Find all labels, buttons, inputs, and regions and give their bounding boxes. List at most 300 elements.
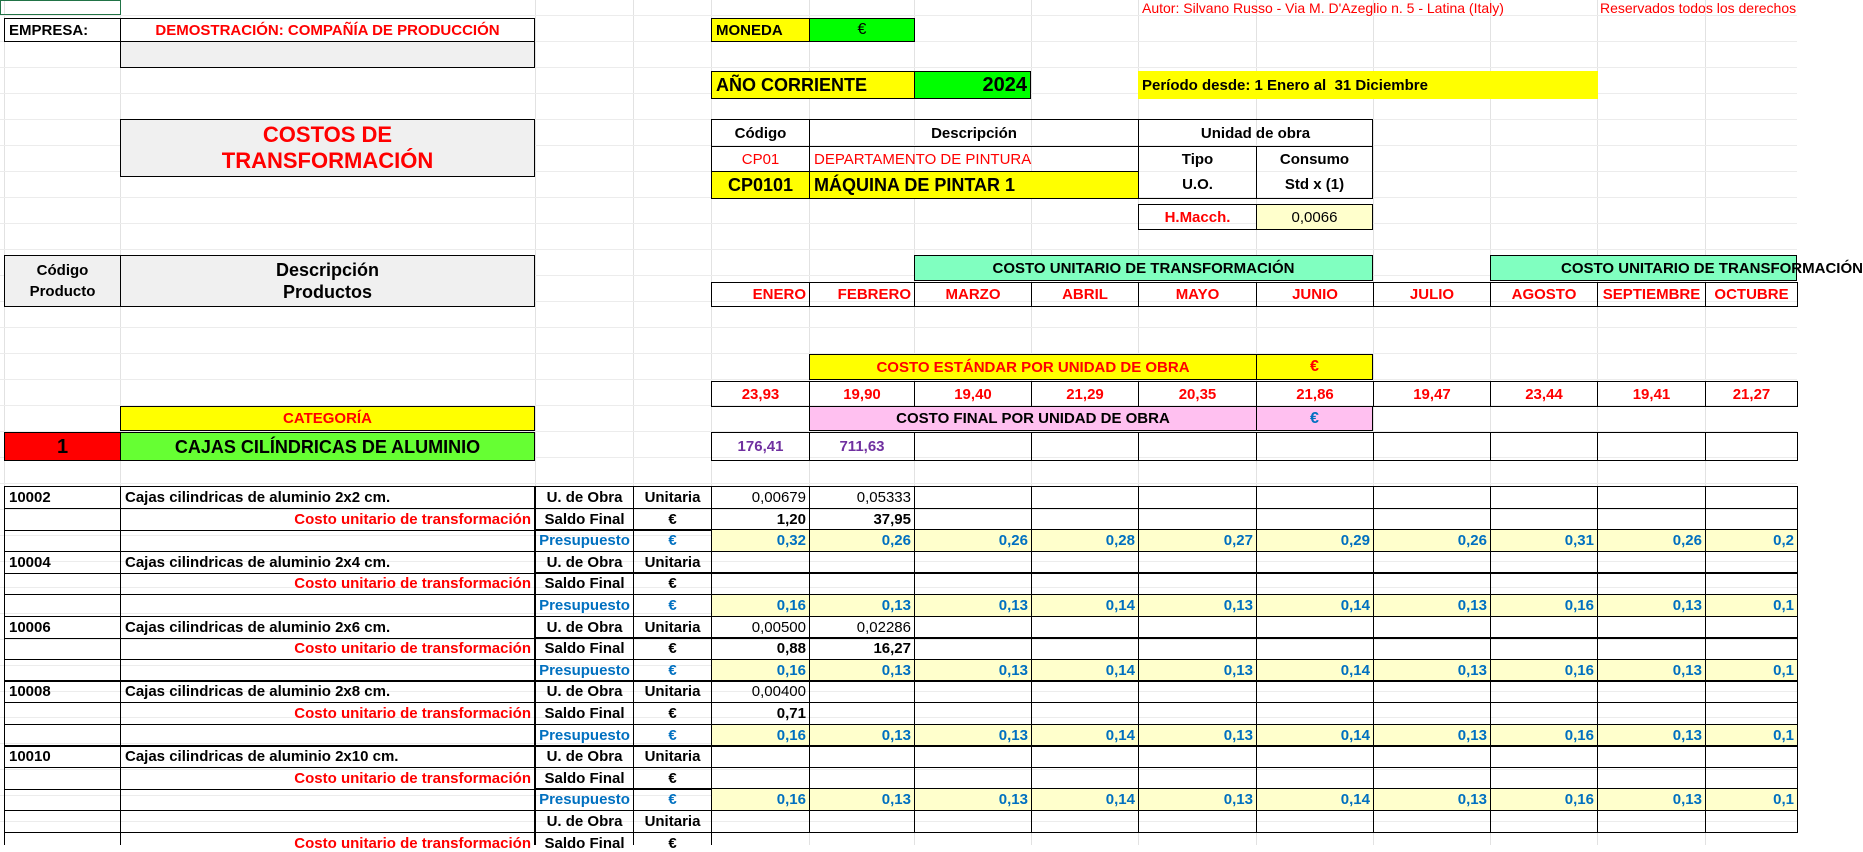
dept-code-header: Código: [711, 119, 810, 147]
uo-value[interactable]: [1031, 551, 1139, 574]
product-desc-header-line1: Descripción: [275, 260, 380, 280]
final-cost-value[interactable]: [1490, 432, 1598, 461]
budget-currency: €: [633, 594, 712, 617]
saldo-value[interactable]: [914, 572, 1032, 595]
cost-banner-2: COSTO UNITARIO DE TRANSFORMACIÓN: [1490, 255, 1797, 281]
product-name-spacer: [120, 659, 535, 682]
machine-code[interactable]: CP0101: [711, 171, 810, 199]
final-cost-currency: €: [1256, 406, 1373, 431]
budget-label: Presupuesto: [535, 594, 634, 617]
uo-label: U. de Obra: [535, 551, 634, 574]
unit-header: Unidad de obra: [1138, 119, 1373, 147]
budget-value[interactable]: 0,13: [809, 659, 915, 682]
budget-label: Presupuesto: [535, 788, 634, 811]
budget-value[interactable]: 0,26: [914, 529, 1032, 552]
budget-value[interactable]: 0,14: [1031, 659, 1139, 682]
saldo-label: Saldo Final: [535, 508, 634, 531]
budget-value[interactable]: 0,16: [1490, 788, 1598, 811]
budget-value[interactable]: 0,13: [809, 594, 915, 617]
machine-name[interactable]: MÁQUINA DE PINTAR 1: [809, 171, 1139, 199]
cost-label: Costo unitario de transformación: [120, 767, 535, 790]
uo-value[interactable]: [809, 680, 915, 703]
saldo-value[interactable]: [1373, 637, 1491, 660]
uo-value[interactable]: [1705, 486, 1798, 509]
period-bar: [1138, 71, 1598, 99]
saldo-currency: €: [633, 572, 712, 595]
unitaria-label: Unitaria: [633, 745, 712, 768]
saldo-value[interactable]: [914, 637, 1032, 660]
budget-value[interactable]: 0,16: [711, 594, 810, 617]
uo-value[interactable]: [914, 680, 1032, 703]
product-code-spacer: [4, 572, 121, 595]
saldo-value[interactable]: [1490, 572, 1598, 595]
current-year-label: AÑO CORRIENTE: [711, 71, 915, 99]
saldo-value[interactable]: [1597, 767, 1706, 790]
uo-value[interactable]: 0,05333: [809, 486, 915, 509]
budget-value[interactable]: 0,13: [914, 659, 1032, 682]
standard-cost-value[interactable]: 19,90: [809, 381, 915, 407]
product-code[interactable]: 10002: [4, 486, 121, 509]
product-code-header: [4, 255, 121, 307]
final-cost-value[interactable]: 176,41: [711, 432, 810, 461]
saldo-value[interactable]: [1597, 508, 1706, 531]
saldo-value[interactable]: [1031, 572, 1139, 595]
budget-value[interactable]: 0,16: [711, 724, 810, 747]
saldo-value[interactable]: [1373, 508, 1491, 531]
uo-value[interactable]: [1373, 616, 1491, 639]
saldo-value[interactable]: [1138, 637, 1257, 660]
saldo-value[interactable]: [1490, 637, 1598, 660]
saldo-value[interactable]: [1256, 637, 1374, 660]
uo-value[interactable]: [1490, 486, 1598, 509]
budget-label: Presupuesto: [535, 659, 634, 682]
cost-banner-1: COSTO UNITARIO DE TRANSFORMACIÓN: [914, 255, 1373, 281]
saldo-currency: €: [633, 767, 712, 790]
unitaria-label: Unitaria: [633, 486, 712, 509]
company-name[interactable]: DEMOSTRACIÓN: COMPAÑÍA DE PRODUCCIÓN: [120, 18, 535, 42]
uo-value[interactable]: [1256, 810, 1374, 833]
uo-value[interactable]: [914, 486, 1032, 509]
product-name-spacer: [120, 788, 535, 811]
budget-value[interactable]: 0,13: [1373, 788, 1491, 811]
uo-value[interactable]: [1490, 745, 1598, 768]
uo-value[interactable]: [1373, 680, 1491, 703]
final-cost-value[interactable]: [1138, 432, 1257, 461]
saldo-value[interactable]: [1138, 767, 1257, 790]
uo-value[interactable]: [711, 810, 810, 833]
budget-currency: €: [633, 724, 712, 747]
uo-value[interactable]: [1373, 810, 1491, 833]
saldo-currency: €: [633, 832, 712, 845]
uo-value[interactable]: [1490, 680, 1598, 703]
saldo-value[interactable]: [1138, 702, 1257, 725]
uo-value[interactable]: [1256, 551, 1374, 574]
sheet-title: [120, 119, 535, 177]
budget-value[interactable]: 0,13: [1597, 788, 1706, 811]
product-code[interactable]: 10010: [4, 745, 121, 768]
uo-value[interactable]: [914, 810, 1032, 833]
budget-value[interactable]: 0,26: [809, 529, 915, 552]
budget-value[interactable]: 0,13: [914, 594, 1032, 617]
budget-value[interactable]: 0,16: [711, 788, 810, 811]
currency-value[interactable]: €: [809, 18, 915, 42]
unit-type-header: Tipo: [1138, 146, 1257, 172]
budget-value[interactable]: 0,13: [1138, 724, 1257, 747]
product-code-spacer: [4, 788, 121, 811]
saldo-value[interactable]: [1373, 702, 1491, 725]
product-desc-header-line2: Productos: [282, 282, 372, 302]
uo-value[interactable]: [1138, 680, 1257, 703]
uo-value[interactable]: [1705, 616, 1798, 639]
product-code-spacer: [4, 659, 121, 682]
final-cost-value[interactable]: [1705, 432, 1798, 461]
saldo-label: Saldo Final: [535, 767, 634, 790]
category-name[interactable]: CAJAS CILÍNDRICAS DE ALUMINIO: [120, 432, 535, 461]
product-code-spacer: [4, 810, 121, 833]
uo-value[interactable]: [1138, 810, 1257, 833]
saldo-value[interactable]: [809, 572, 915, 595]
saldo-value[interactable]: 0,88: [711, 637, 810, 660]
saldo-value[interactable]: [1490, 767, 1598, 790]
budget-value[interactable]: 0,13: [809, 788, 915, 811]
uo-value[interactable]: [1597, 810, 1706, 833]
uo-value[interactable]: [1256, 745, 1374, 768]
unit-type-value[interactable]: H.Macch.: [1138, 204, 1257, 230]
saldo-value[interactable]: [1031, 637, 1139, 660]
standard-cost-value[interactable]: 20,35: [1138, 381, 1257, 407]
saldo-value[interactable]: [1705, 508, 1798, 531]
budget-value[interactable]: 0,13: [1597, 659, 1706, 682]
budget-value[interactable]: 0,13: [1373, 594, 1491, 617]
product-code[interactable]: 10004: [4, 551, 121, 574]
budget-value[interactable]: 0,1: [1705, 724, 1798, 747]
uo-value[interactable]: 0,00400: [711, 680, 810, 703]
uo-value[interactable]: [1705, 810, 1798, 833]
unit-consumption-value[interactable]: 0,0066: [1256, 204, 1373, 230]
uo-value[interactable]: 0,00500: [711, 616, 810, 639]
budget-value[interactable]: 0,16: [1490, 659, 1598, 682]
saldo-value[interactable]: [1490, 702, 1598, 725]
budget-value[interactable]: 0,14: [1256, 724, 1374, 747]
uo-value[interactable]: 0,00679: [711, 486, 810, 509]
uo-value[interactable]: [1597, 551, 1706, 574]
uo-value[interactable]: [1138, 745, 1257, 768]
saldo-value[interactable]: [914, 702, 1032, 725]
product-name[interactable]: Cajas cilindricas de aluminio 2x10 cm.: [120, 745, 535, 768]
rights-notice: Reservados todos los derechos: [1600, 0, 1797, 16]
saldo-value[interactable]: [1705, 702, 1798, 725]
standard-cost-currency: €: [1256, 354, 1373, 380]
uo-value[interactable]: [1490, 551, 1598, 574]
uo-value[interactable]: [711, 551, 810, 574]
uo-value[interactable]: [1490, 810, 1598, 833]
uo-value[interactable]: [1031, 810, 1139, 833]
saldo-value[interactable]: [1373, 767, 1491, 790]
uo-value[interactable]: [1138, 551, 1257, 574]
product-name-spacer: [120, 529, 535, 552]
saldo-value[interactable]: [1031, 702, 1139, 725]
budget-value[interactable]: 0,13: [914, 788, 1032, 811]
budget-value[interactable]: 0,13: [1138, 594, 1257, 617]
uo-value[interactable]: [809, 745, 915, 768]
saldo-value[interactable]: [1256, 767, 1374, 790]
saldo-value[interactable]: [1256, 702, 1374, 725]
company-extra-field[interactable]: [120, 41, 535, 68]
uo-value[interactable]: [1138, 616, 1257, 639]
uo-value[interactable]: [914, 745, 1032, 768]
dept-code[interactable]: CP01: [711, 146, 810, 172]
saldo-label: Saldo Final: [535, 572, 634, 595]
unitaria-label: Unitaria: [633, 810, 712, 833]
saldo-value[interactable]: [914, 508, 1032, 531]
saldo-label: Saldo Final: [535, 832, 634, 845]
saldo-value[interactable]: [1705, 572, 1798, 595]
month-header-junio: JUNIO: [1256, 282, 1374, 307]
budget-value[interactable]: 0,16: [711, 659, 810, 682]
product-name[interactable]: Cajas cilindricas de aluminio 2x2 cm.: [120, 486, 535, 509]
saldo-value[interactable]: [1256, 508, 1374, 531]
sheet-title-line1: COSTOS DE: [262, 122, 393, 147]
uo-value[interactable]: [1031, 680, 1139, 703]
product-name[interactable]: Cajas cilindricas de aluminio 2x6 cm.: [120, 616, 535, 639]
budget-value[interactable]: 0,28: [1031, 529, 1139, 552]
budget-value[interactable]: 0,16: [1490, 594, 1598, 617]
month-header-octubre: OCTUBRE: [1705, 282, 1798, 307]
budget-value[interactable]: 0,14: [1256, 659, 1374, 682]
budget-value[interactable]: 0,32: [711, 529, 810, 552]
uo-value[interactable]: 0,02286: [809, 616, 915, 639]
product-name-spacer: [120, 594, 535, 617]
final-cost-value[interactable]: [1597, 432, 1706, 461]
saldo-value[interactable]: 1,20: [711, 508, 810, 531]
cost-label: Costo unitario de transformación: [120, 637, 535, 660]
uo-value[interactable]: [809, 551, 915, 574]
cost-label: Costo unitario de transformación: [120, 572, 535, 595]
period-to[interactable]: 31 Diciembre: [1334, 76, 1428, 94]
product-code-header-line1: Código: [36, 262, 89, 279]
standard-cost-value[interactable]: 21,29: [1031, 381, 1139, 407]
saldo-value[interactable]: [711, 572, 810, 595]
saldo-value[interactable]: [914, 767, 1032, 790]
uo-value[interactable]: [1031, 745, 1139, 768]
category-label: CATEGORÍA: [120, 406, 535, 431]
product-code[interactable]: 10008: [4, 680, 121, 703]
product-code-header-line2: Producto: [29, 283, 96, 300]
budget-value[interactable]: 0,13: [1373, 724, 1491, 747]
saldo-value[interactable]: [1031, 767, 1139, 790]
final-cost-value[interactable]: 711,63: [809, 432, 915, 461]
cost-label: Costo unitario de transformación: [120, 702, 535, 725]
product-code-spacer: [4, 832, 121, 845]
product-code-spacer: [4, 508, 121, 531]
saldo-value[interactable]: 37,95: [809, 508, 915, 531]
saldo-value[interactable]: [1597, 572, 1706, 595]
final-cost-value[interactable]: [914, 432, 1032, 461]
saldo-value[interactable]: [1705, 767, 1798, 790]
consumption-header: Consumo: [1256, 146, 1373, 172]
saldo-value[interactable]: [1597, 637, 1706, 660]
unit-std-label: Std x (1): [1256, 171, 1373, 199]
saldo-value[interactable]: [1256, 572, 1374, 595]
period-label: Período desde:: [1142, 76, 1251, 94]
saldo-currency: €: [633, 637, 712, 660]
saldo-value[interactable]: [1031, 508, 1139, 531]
unitaria-label: Unitaria: [633, 616, 712, 639]
uo-value[interactable]: [1373, 745, 1491, 768]
cost-label: Costo unitario de transformación: [120, 832, 535, 845]
saldo-currency: €: [633, 702, 712, 725]
final-cost-value[interactable]: [1373, 432, 1491, 461]
uo-value[interactable]: [1597, 486, 1706, 509]
product-name[interactable]: Cajas cilindricas de aluminio 2x4 cm.: [120, 551, 535, 574]
uo-label: U. de Obra: [535, 486, 634, 509]
uo-value[interactable]: [1705, 551, 1798, 574]
budget-value[interactable]: 0,29: [1256, 529, 1374, 552]
budget-value[interactable]: 0,26: [1597, 529, 1706, 552]
standard-cost-value[interactable]: 19,41: [1597, 381, 1706, 407]
saldo-value[interactable]: [1373, 572, 1491, 595]
saldo-value[interactable]: [1490, 508, 1598, 531]
budget-currency: €: [633, 529, 712, 552]
uo-value[interactable]: [914, 551, 1032, 574]
uo-value[interactable]: [1705, 680, 1798, 703]
product-code-spacer: [4, 637, 121, 660]
budget-currency: €: [633, 788, 712, 811]
uo-value[interactable]: [1031, 616, 1139, 639]
month-header-septiembre: SEPTIEMBRE: [1597, 282, 1706, 307]
month-header-marzo: MARZO: [914, 282, 1032, 307]
saldo-value[interactable]: [1138, 508, 1257, 531]
uo-value[interactable]: [1490, 616, 1598, 639]
uo-label: U. de Obra: [535, 745, 634, 768]
saldo-value[interactable]: [1597, 702, 1706, 725]
dept-name[interactable]: DEPARTAMENTO DE PINTURA: [809, 146, 1139, 172]
uo-value[interactable]: [1597, 680, 1706, 703]
saldo-label: Saldo Final: [535, 637, 634, 660]
budget-value[interactable]: 0,13: [809, 724, 915, 747]
saldo-value[interactable]: [711, 767, 810, 790]
uo-value[interactable]: [1138, 486, 1257, 509]
product-code-spacer: [4, 594, 121, 617]
standard-cost-value[interactable]: 21,86: [1256, 381, 1374, 407]
product-code-spacer: [4, 702, 121, 725]
uo-value[interactable]: [1031, 486, 1139, 509]
budget-currency: €: [633, 659, 712, 682]
budget-value[interactable]: 0,2: [1705, 529, 1798, 552]
saldo-value[interactable]: [809, 767, 915, 790]
uo-label: U. de Obra: [535, 680, 634, 703]
product-name[interactable]: Cajas cilindricas de aluminio 2x8 cm.: [120, 680, 535, 703]
budget-value[interactable]: 0,13: [1597, 724, 1706, 747]
budget-label: Presupuesto: [535, 529, 634, 552]
standard-cost-value[interactable]: 23,93: [711, 381, 810, 407]
saldo-currency: €: [633, 508, 712, 531]
month-header-agosto: AGOSTO: [1490, 282, 1598, 307]
budget-value[interactable]: 0,14: [1031, 594, 1139, 617]
product-code-spacer: [4, 767, 121, 790]
unitaria-label: Unitaria: [633, 551, 712, 574]
dept-desc-header: Descripción: [809, 119, 1139, 147]
saldo-value[interactable]: [809, 702, 915, 725]
saldo-value[interactable]: [1705, 637, 1798, 660]
uo-value[interactable]: [809, 810, 915, 833]
cost-label: Costo unitario de transformación: [120, 508, 535, 531]
uo-value[interactable]: [1256, 616, 1374, 639]
standard-cost-value[interactable]: 23,44: [1490, 381, 1598, 407]
uo-value[interactable]: [914, 616, 1032, 639]
budget-value[interactable]: 0,14: [1256, 788, 1374, 811]
uo-value[interactable]: [1256, 486, 1374, 509]
month-header-febrero: FEBRERO: [809, 282, 915, 307]
budget-value[interactable]: 0,27: [1138, 529, 1257, 552]
budget-value[interactable]: 0,16: [1490, 724, 1598, 747]
budget-value[interactable]: 0,13: [1597, 594, 1706, 617]
uo-label: U. de Obra: [535, 810, 634, 833]
product-name-spacer: [120, 810, 535, 833]
company-label: EMPRESA:: [4, 18, 121, 42]
product-code-spacer: [4, 529, 121, 552]
uo-value[interactable]: [711, 745, 810, 768]
uo-value[interactable]: [1373, 486, 1491, 509]
budget-value[interactable]: 0,13: [914, 724, 1032, 747]
budget-value[interactable]: 0,26: [1373, 529, 1491, 552]
budget-value[interactable]: 0,1: [1705, 659, 1798, 682]
product-code[interactable]: 10006: [4, 616, 121, 639]
uo-value[interactable]: [1597, 616, 1706, 639]
sheet-title-line2: TRANSFORMACIÓN: [221, 148, 434, 173]
product-code-spacer: [4, 724, 121, 747]
period-from[interactable]: 1 Enero al: [1254, 76, 1327, 94]
active-cell-selection[interactable]: [0, 0, 121, 15]
currency-label: MONEDA: [711, 18, 810, 42]
standard-cost-value[interactable]: 19,40: [914, 381, 1032, 407]
standard-cost-value[interactable]: 19,47: [1373, 381, 1491, 407]
budget-value[interactable]: 0,1: [1705, 788, 1798, 811]
saldo-label: Saldo Final: [535, 702, 634, 725]
final-cost-value[interactable]: [1031, 432, 1139, 461]
budget-value[interactable]: 0,14: [1031, 724, 1139, 747]
budget-value[interactable]: 0,31: [1490, 529, 1598, 552]
month-header-enero: ENERO: [711, 282, 810, 307]
final-cost-value[interactable]: [1256, 432, 1374, 461]
budget-value[interactable]: 0,13: [1373, 659, 1491, 682]
budget-value[interactable]: 0,13: [1138, 659, 1257, 682]
saldo-value[interactable]: 16,27: [809, 637, 915, 660]
standard-cost-label: COSTO ESTÁNDAR POR UNIDAD DE OBRA: [809, 354, 1257, 380]
final-cost-label: COSTO FINAL POR UNIDAD DE OBRA: [809, 406, 1257, 431]
budget-label: Presupuesto: [535, 724, 634, 747]
uo-label: U. de Obra: [535, 616, 634, 639]
month-header-mayo: MAYO: [1138, 282, 1257, 307]
standard-cost-value[interactable]: 21,27: [1705, 381, 1798, 407]
product-name-spacer: [120, 724, 535, 747]
uo-value[interactable]: [1256, 680, 1374, 703]
current-year-value[interactable]: 2024: [914, 71, 1031, 99]
category-number[interactable]: 1: [4, 432, 121, 461]
saldo-value[interactable]: 0,71: [711, 702, 810, 725]
uo-value[interactable]: [1705, 745, 1798, 768]
unitaria-label: Unitaria: [633, 680, 712, 703]
product-desc-header: [120, 255, 535, 307]
budget-value[interactable]: 0,14: [1256, 594, 1374, 617]
unit-uo-label: U.O.: [1138, 171, 1257, 199]
uo-value[interactable]: [1373, 551, 1491, 574]
budget-value[interactable]: 0,14: [1031, 788, 1139, 811]
budget-value[interactable]: 0,1: [1705, 594, 1798, 617]
uo-value[interactable]: [1597, 745, 1706, 768]
saldo-value[interactable]: [1138, 572, 1257, 595]
budget-value[interactable]: 0,13: [1138, 788, 1257, 811]
